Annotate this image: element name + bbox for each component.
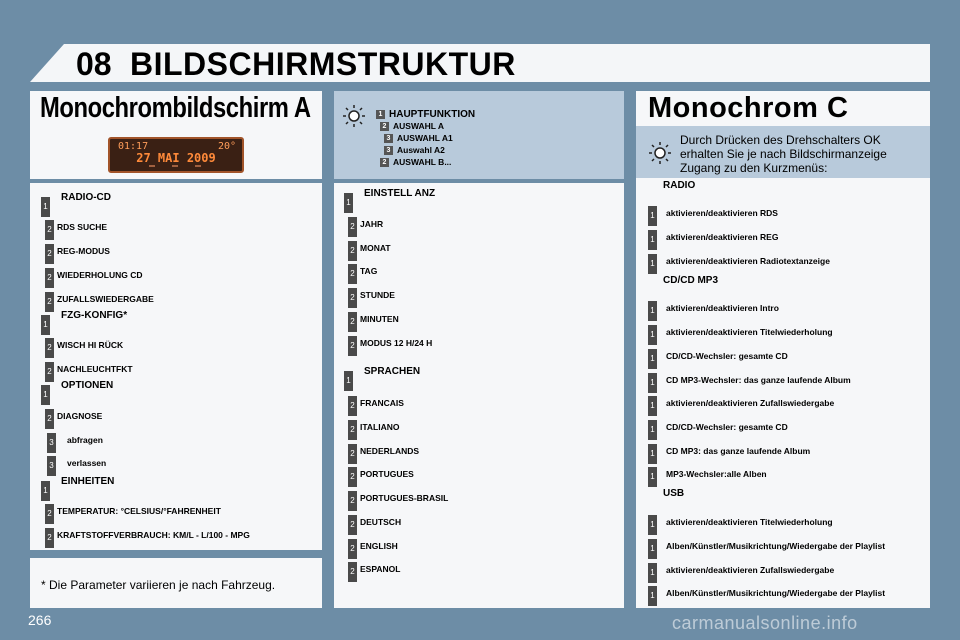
menu-item-level-2: WISCH HI RÜCK xyxy=(57,340,124,350)
level-2-badge: 2 xyxy=(45,244,54,264)
level-1-badge: 1 xyxy=(648,420,657,440)
level-2-badge: 2 xyxy=(348,467,357,487)
shortcut-menu-item: CD MP3-Wechsler: das ganze laufende Album xyxy=(666,375,851,385)
level-3-badge: 3 xyxy=(47,433,56,453)
level-1-badge: 1 xyxy=(41,481,50,501)
menu-item-level-2: MONAT xyxy=(360,243,391,253)
footnote: * Die Parameter variieren je nach Fahrzeug. xyxy=(41,578,276,592)
level-1-badge: 1 xyxy=(41,315,50,335)
shortcut-menu-item: aktivieren/deaktivieren Zufallswiedergabe xyxy=(666,565,835,575)
display-indicators xyxy=(140,165,210,167)
level-1-badge: 1 xyxy=(648,254,657,274)
level-2-badge: 2 xyxy=(348,562,357,582)
legend-label: AUSWAHL B... xyxy=(393,157,452,167)
legend-row xyxy=(384,145,445,155)
level-1-badge: 1 xyxy=(648,349,657,369)
level-1-badge: 1 xyxy=(648,586,657,606)
level-1-badge: 1 xyxy=(648,467,657,487)
level-2-badge: 2 xyxy=(45,220,54,240)
menu-item-level-2: REG-MODUS xyxy=(57,246,110,256)
level-1-badge: 1 xyxy=(648,206,657,226)
shortcut-menu-item: aktivieren/deaktivieren RDS xyxy=(666,208,778,218)
level-1-badge: 1 xyxy=(648,539,657,559)
menu-item-level-1: SPRACHEN xyxy=(364,366,421,377)
level-1-badge: 1 xyxy=(648,301,657,321)
chapter-number: 08 xyxy=(76,46,112,82)
level-2-badge: 2 xyxy=(45,504,54,524)
menu-item-level-2: PORTUGUES-BRASIL xyxy=(360,493,449,503)
menu-item-level-2: KRAFTSTOFFVERBRAUCH: KM/L - L/100 - MPG xyxy=(57,530,250,540)
menu-item-level-1: EINHEITEN xyxy=(61,476,115,487)
monochrome-display-illustration xyxy=(108,137,244,173)
level-2-badge: 2 xyxy=(348,444,357,464)
section-heading: RADIO xyxy=(663,180,696,191)
mono-c-intro: Durch Drücken des Drehschalters OK erhalten Sie je nach Bildschirmanzeige Zugang zu den Kurzmenüs: xyxy=(680,133,887,175)
legend-level-badge: 3 xyxy=(384,134,393,143)
level-1-badge: 1 xyxy=(648,373,657,393)
shortcut-menu-item: MP3-Wechsler:alle Alben xyxy=(666,469,767,479)
level-2-badge: 2 xyxy=(348,515,357,535)
chapter-title: BILDSCHIRMSTRUKTUR xyxy=(130,46,516,82)
level-3-badge: 3 xyxy=(47,456,56,476)
legend-row xyxy=(380,157,451,167)
menu-item-level-2: WIEDERHOLUNG CD xyxy=(57,270,143,280)
shortcut-menu-item: Alben/Künstler/Musikrichtung/Wiedergabe der Playlist xyxy=(666,541,886,551)
level-2-badge: 2 xyxy=(348,491,357,511)
section-heading: CD/CD MP3 xyxy=(663,275,719,286)
menu-item-level-2: ENGLISH xyxy=(360,541,398,551)
sun-icon xyxy=(648,141,672,165)
menu-item-level-3: verlassen xyxy=(67,458,107,468)
level-2-badge: 2 xyxy=(348,336,357,356)
menu-item-level-2: DEUTSCH xyxy=(360,517,402,527)
menu-item-level-1: EINSTELL ANZ xyxy=(364,188,436,199)
menu-item-level-2: MODUS 12 H/24 H xyxy=(360,338,433,348)
level-2-badge: 2 xyxy=(348,312,357,332)
level-2-badge: 2 xyxy=(45,362,54,382)
legend-label: AUSWAHL A1 xyxy=(397,133,453,143)
menu-item-level-2: DIAGNOSE xyxy=(57,411,103,421)
level-1-badge: 1 xyxy=(41,385,50,405)
menu-item-level-2: ITALIANO xyxy=(360,422,400,432)
level-2-badge: 2 xyxy=(348,539,357,559)
legend-panel xyxy=(334,91,624,179)
menu-item-level-2: TAG xyxy=(360,266,378,276)
level-1-badge: 1 xyxy=(41,197,50,217)
level-2-badge: 2 xyxy=(348,288,357,308)
legend-label: Auswahl A2 xyxy=(397,145,445,155)
level-2-badge: 2 xyxy=(45,409,54,429)
level-2-badge: 2 xyxy=(348,217,357,237)
menu-item-level-2: TEMPERATUR: °CELSIUS/°FAHRENHEIT xyxy=(57,506,221,516)
menu-item-level-2: ZUFALLSWIEDERGABE xyxy=(57,294,154,304)
shortcut-menu-item: aktivieren/deaktivieren Titelwiederholung xyxy=(666,327,833,337)
level-2-badge: 2 xyxy=(348,241,357,261)
level-1-badge: 1 xyxy=(648,325,657,345)
shortcut-menu-item: CD MP3: das ganze laufende Album xyxy=(666,446,811,456)
shortcut-menu-item: CD/CD-Wechsler: gesamte CD xyxy=(666,422,788,432)
display-date: 27 MAI 2009 xyxy=(136,151,216,165)
level-2-badge: 2 xyxy=(45,338,54,358)
level-1-badge: 1 xyxy=(648,515,657,535)
watermark: carmanualsonline.info xyxy=(672,613,858,633)
mono-a-title: Monochrombildschirm A xyxy=(40,92,311,124)
legend-level-badge: 1 xyxy=(376,110,385,119)
menu-item-level-2: NACHLEUCHTFKT xyxy=(57,364,133,374)
level-1-badge: 1 xyxy=(344,193,353,213)
level-2-badge: 2 xyxy=(45,292,54,312)
legend-level-badge: 3 xyxy=(384,146,393,155)
legend-row xyxy=(376,109,475,120)
legend-label: AUSWAHL A xyxy=(393,121,444,131)
menu-item-level-3: abfragen xyxy=(67,435,103,445)
section-heading: USB xyxy=(663,488,685,499)
shortcut-menu-item: aktivieren/deaktivieren Intro xyxy=(666,303,779,313)
level-2-badge: 2 xyxy=(348,396,357,416)
level-1-badge: 1 xyxy=(648,396,657,416)
display-temperature: 20° xyxy=(217,141,236,152)
level-1-badge: 1 xyxy=(648,563,657,583)
legend-level-badge: 2 xyxy=(380,122,389,131)
menu-item-level-2: MINUTEN xyxy=(360,314,399,324)
menu-item-level-1: RADIO-CD xyxy=(61,192,111,203)
shortcut-menu-item: aktivieren/deaktivieren Titelwiederholung xyxy=(666,517,833,527)
display-time: 01:17 xyxy=(118,141,149,152)
menu-item-level-2: JAHR xyxy=(360,219,384,229)
level-2-badge: 2 xyxy=(348,420,357,440)
menu-item-level-2: ESPANOL xyxy=(360,564,401,574)
menu-item-level-2: PORTUGUES xyxy=(360,469,414,479)
shortcut-menu-item: aktivieren/deaktivieren Zufallswiedergabe xyxy=(666,398,835,408)
shortcut-menu-item: aktivieren/deaktivieren Radiotextanzeige xyxy=(666,256,830,266)
shortcut-menu-item: CD/CD-Wechsler: gesamte CD xyxy=(666,351,788,361)
menu-item-level-2: STUNDE xyxy=(360,290,395,300)
level-1-badge: 1 xyxy=(648,230,657,250)
legend-level-badge: 2 xyxy=(380,158,389,167)
legend-row xyxy=(380,121,444,131)
sun-icon xyxy=(342,104,366,128)
legend-row xyxy=(384,133,453,143)
menu-item-level-1: FZG-KONFIG* xyxy=(61,310,128,321)
legend-label: HAUPTFUNKTION xyxy=(389,109,476,120)
level-2-badge: 2 xyxy=(45,528,54,548)
level-1-badge: 1 xyxy=(344,371,353,391)
menu-item-level-2: FRANCAIS xyxy=(360,398,404,408)
menu-item-level-1: OPTIONEN xyxy=(61,380,114,391)
level-2-badge: 2 xyxy=(45,268,54,288)
shortcut-menu-item: aktivieren/deaktivieren REG xyxy=(666,232,779,242)
level-2-badge: 2 xyxy=(348,264,357,284)
shortcut-menu-item: Alben/Künstler/Musikrichtung/Wiedergabe der Playlist xyxy=(666,588,886,598)
menu-item-level-2: NEDERLANDS xyxy=(360,446,420,456)
menu-item-level-2: RDS SUCHE xyxy=(57,222,108,232)
page-number: 266 xyxy=(28,612,52,628)
mono-c-title: Monochrom C xyxy=(648,92,849,124)
level-1-badge: 1 xyxy=(648,444,657,464)
